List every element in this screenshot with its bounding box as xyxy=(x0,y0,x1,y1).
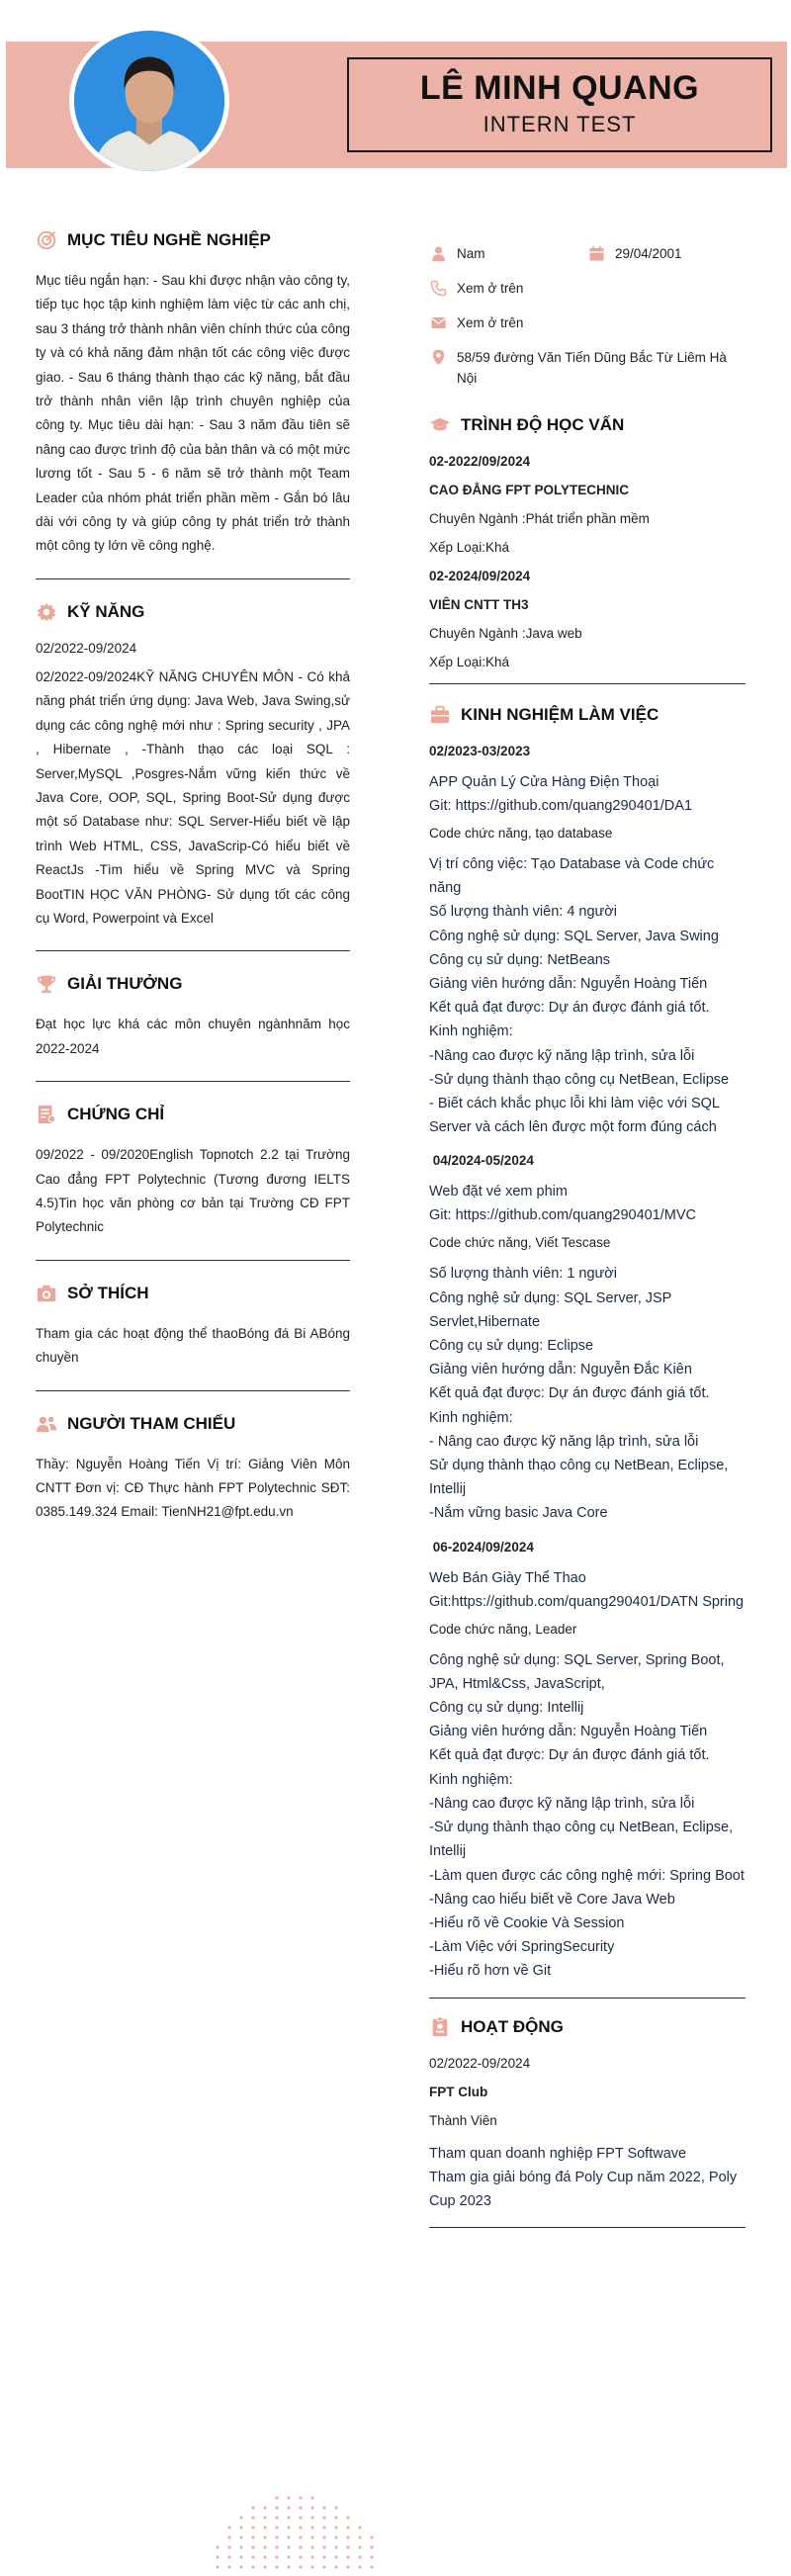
decor-dot xyxy=(239,2526,242,2529)
decor-dot xyxy=(370,2545,373,2548)
decor-dot xyxy=(263,2555,266,2558)
decor-dot xyxy=(287,2516,290,2519)
decor-dot xyxy=(358,2535,361,2538)
decor-dot xyxy=(358,2545,361,2548)
decor-dot xyxy=(275,2496,278,2499)
contact-gender: Nam xyxy=(429,243,587,264)
decor-dot xyxy=(227,2535,230,2538)
decor-dot xyxy=(299,2516,302,2519)
decor-dot xyxy=(239,2555,242,2558)
contact-email: Xem ở trên xyxy=(429,312,746,333)
divider xyxy=(36,1260,350,1261)
section-title: CHỨNG CHỈ xyxy=(36,1104,350,1125)
experience-section xyxy=(429,704,746,1984)
decor-dot xyxy=(275,2535,278,2538)
decor-dot xyxy=(370,2535,373,2538)
decor-dot xyxy=(346,2535,349,2538)
decor-dot xyxy=(346,2545,349,2548)
decor-dot xyxy=(322,2516,325,2519)
decor-dot xyxy=(310,2516,313,2519)
decor-dot xyxy=(251,2555,254,2558)
decor-dot xyxy=(287,2506,290,2509)
section-title: NGƯỜI THAM CHIẾU xyxy=(36,1413,350,1435)
decor-dot xyxy=(310,2506,313,2509)
decor-dot xyxy=(346,2555,349,2558)
location-pin-icon xyxy=(429,347,447,367)
references-text: Thầy: Nguyễn Hoàng Tiến Vị trí: Giảng Viên Môn CNTT Đơn vị: CĐ Thực hành FPT Polytechnic SĐT: 0385.149.324 Email: TienNH21@fpt.edu.vn xyxy=(36,1456,350,1520)
divider xyxy=(36,1081,350,1082)
right-column xyxy=(429,243,746,2228)
decor-dot xyxy=(322,2555,325,2558)
badge-icon xyxy=(429,2016,451,2038)
section-title: TRÌNH ĐỘ HỌC VẤN xyxy=(429,414,746,436)
contact-address: 58/59 đường Văn Tiến Dũng Bắc Từ Liêm Hà Nội xyxy=(429,347,746,389)
decor-dot xyxy=(299,2496,302,2499)
decor-dot xyxy=(322,2526,325,2529)
section-title: HOẠT ĐỘNG xyxy=(429,2016,746,2038)
decor-dot xyxy=(275,2516,278,2519)
decor-dot xyxy=(216,2545,219,2548)
certificates-text: 09/2022 - 09/2020English Topnotch 2.2 tại Trường Cao đẳng FPT Polytechnic (Tương đương IELTS 4.5)Tin học văn phòng cơ bản tại Trường CĐ FPT Polytechnic xyxy=(36,1147,350,1235)
decor-dot xyxy=(275,2555,278,2558)
decor-dot xyxy=(239,2565,242,2568)
contact-section xyxy=(429,243,746,389)
phone-icon xyxy=(429,278,447,298)
skills-section xyxy=(36,601,350,931)
divider xyxy=(429,683,746,684)
people-icon xyxy=(36,1413,57,1435)
gear-icon xyxy=(36,601,57,623)
person-icon xyxy=(429,243,447,263)
decor-dot xyxy=(275,2506,278,2509)
graduation-cap-icon xyxy=(429,414,451,436)
decor-dot xyxy=(310,2535,313,2538)
divider xyxy=(429,2227,746,2228)
decor-dot xyxy=(299,2545,302,2548)
left-column xyxy=(36,229,350,1525)
education-section xyxy=(429,414,746,669)
decor-dot xyxy=(370,2555,373,2558)
decor-dot xyxy=(322,2535,325,2538)
contact-phone: Xem ở trên xyxy=(429,278,746,299)
target-icon xyxy=(36,229,57,251)
decor-dot xyxy=(322,2506,325,2509)
activity-item: 02/2022-09/2024 FPT Club Thành Viên Tham quan doanh nghiệp FPT Softwave Tham gia giải bóng đá Poly Cup năm 2022, Poly Cup 2023 xyxy=(429,2055,738,2209)
decor-dot xyxy=(263,2535,266,2538)
hobbies-section xyxy=(36,1283,350,1371)
decor-dot xyxy=(358,2565,361,2568)
education-item: 02-2022/09/2024 CAO ĐẲNG FPT POLYTECHNIC Chuyên Ngành :Phát triển phần mềm Xếp Loại:Khá xyxy=(429,454,650,555)
decor-dot xyxy=(334,2516,337,2519)
section-title: KỸ NĂNG xyxy=(36,601,350,623)
decor-dot xyxy=(263,2516,266,2519)
divider xyxy=(36,578,350,579)
decor-dot xyxy=(227,2555,230,2558)
decor-dot xyxy=(370,2565,373,2568)
decor-dot xyxy=(287,2565,290,2568)
decor-dot xyxy=(263,2545,266,2548)
decor-dot xyxy=(251,2526,254,2529)
decor-dot xyxy=(299,2565,302,2568)
divider xyxy=(36,950,350,951)
decor-dot xyxy=(287,2526,290,2529)
decor-dot xyxy=(322,2565,325,2568)
calendar-icon xyxy=(587,243,605,263)
name-box xyxy=(347,57,772,152)
decor-dot xyxy=(334,2506,337,2509)
job-position: INTERN TEST xyxy=(483,112,637,136)
decor-dot xyxy=(287,2535,290,2538)
decor-dot xyxy=(334,2535,337,2538)
decor-dot xyxy=(346,2516,349,2519)
decor-dot xyxy=(287,2496,290,2499)
skills-text: 02/2022-09/2024KỸ NĂNG CHUYÊN MÔN - Có khả năng phát triển ứng dụng: Java Web, Java Swing,sử dụng các công nghệ mới như : Spring security , JPA , Hibernate , -Thành thạo các loại SQL : Server,MySQL ,Posgres-Nắm vững kiến thức về Java Core, OOP, SQL, Spring Boot-Sử dụng được một số Database như: SQL Server-Hiểu biết về lập trình Web HTML, CSS, JavaScrip-Có hiểu biết về ReactJs -Tìm hiểu về Spring MVC và Spring BootTIN HỌC VĂN PHÒNG- Sử dụng tốt các công cụ Word, Powerpoint và Excel xyxy=(36,668,350,926)
decor-dot xyxy=(358,2555,361,2558)
divider xyxy=(429,1998,746,1999)
decor-dot xyxy=(346,2565,349,2568)
decor-dot xyxy=(299,2526,302,2529)
decor-dot xyxy=(263,2506,266,2509)
decor-dot xyxy=(275,2526,278,2529)
decor-dot xyxy=(322,2545,325,2548)
decor-dot xyxy=(299,2506,302,2509)
objective-text: Mục tiêu ngắn hạn: - Sau khi được nhận vào công ty, tiếp tục học tập kinh nghiệm làm việc từ các anh chị, sau 3 tháng trở thành nhân viên chính thức của công ty và có khả năng đảm nhận tốt các công việc được giao. - Sau 6 tháng thành thạo các kỹ năng, bắt đầu trở thành nhân viên lập trình chuyên nghiệp của công ty. Mục tiêu dài hạn: - Sau 3 năm đầu tiên sẽ nâng cao được trình độ của bản thân và có một mức lương tốt - Sau 5 - 6 năm sẽ trở thành một Team Leader của nhóm phát triển phần mềm - Gắn bó lâu dài với công ty và giúp công ty phát triển trở thành một công ty lớn về công nghệ. xyxy=(36,273,350,554)
contact-birthdate: 29/04/2001 xyxy=(587,243,746,264)
certificates-section xyxy=(36,1104,350,1240)
profile-photo-icon xyxy=(74,31,224,171)
decor-dot xyxy=(275,2565,278,2568)
decor-dot xyxy=(334,2526,337,2529)
section-title: MỤC TIÊU NGHỀ NGHIỆP xyxy=(36,229,350,251)
decor-dot xyxy=(239,2535,242,2538)
contact-pair xyxy=(429,243,746,278)
section-title: KINH NGHIỆM LÀM VIỆC xyxy=(429,704,746,726)
decor-dot xyxy=(299,2535,302,2538)
references-section xyxy=(36,1413,350,1525)
decor-dot xyxy=(334,2545,337,2548)
experience-item: 04/2024-05/2024 Web đặt vé xem phim Git: https://github.com/quang290401/MVC Code chức năng, Viết Tescase Số lượng thành viên: 1 người Công nghệ sử dụng: SQL Server, JSP Servlet,Hibernate Công cụ sử dụng: Eclipse Giảng viên hướng dẫn: Nguyễn Đắc Kiên Kết quả đạt được: Dự án được đánh giá tốt. Kinh nghiệm: - Nâng cao được kỹ năng lập trình, sửa lỗi Sử dụng thành thạo công cụ NetBean, Eclipse, Intellij -Nắm vững basic Java Core xyxy=(429,1153,729,1522)
decor-dot xyxy=(299,2555,302,2558)
experience-item: 02/2023-03/2023 APP Quản Lý Cửa Hàng Điện Thoại Git: https://github.com/quang290401/DA1 Code chức năng, tạo database Vị trí công việc: Tạo Database và Code chức năng Số lượng thành viên: 4 người Công nghệ sử dụng: SQL Server, Java Swing Công cụ sử dụng: NetBeans Giảng viên hướng dẫn: Nguyễn Hoàng Tiến Kết quả đạt được: Dự án được đánh giá tốt. Kinh nghiệm: -Nâng cao được kỹ năng lập trình, sửa lỗi -Sử dụng thành thạo công cụ NetBean, Eclipse - Biết cách khắc phục lỗi khi làm việc với SQL Server và cách lên được một form đúng cách xyxy=(429,744,730,1136)
hobbies-text: Tham gia các hoạt động thể thaoBóng đá Bi ABóng chuyền xyxy=(36,1325,350,1366)
decor-dot xyxy=(216,2565,219,2568)
decor-dot xyxy=(239,2516,242,2519)
decor-dot xyxy=(287,2555,290,2558)
decor-dot xyxy=(227,2545,230,2548)
decor-dot xyxy=(263,2526,266,2529)
decor-dot xyxy=(310,2545,313,2548)
decor-dot xyxy=(310,2496,313,2499)
decor-dot xyxy=(310,2526,313,2529)
decorative-dots-icon xyxy=(208,2492,386,2576)
divider xyxy=(36,1390,350,1391)
briefcase-icon xyxy=(429,704,451,726)
decor-dot xyxy=(251,2516,254,2519)
education-item: 02-2024/09/2024 VIÊN CNTT TH3 Chuyên Ngành :Java web Xếp Loại:Khá xyxy=(429,569,582,669)
certificate-icon xyxy=(36,1104,57,1125)
section-title: GIẢI THƯỞNG xyxy=(36,973,350,995)
full-name: LÊ MINH QUANG xyxy=(419,69,700,107)
objective-section xyxy=(36,229,350,559)
experience-item: 06-2024/09/2024 Web Bán Giày Thể Thao Git:https://github.com/quang290401/DATN Spring Code chức năng, Leader Công nghệ sử dụng: SQL Server, Spring Boot, JPA, Html&Css, JavaScript, Công cụ sử dụng: Intellij Giảng viên hướng dẫn: Nguyễn Hoàng Tiến Kết quả đạt được: Dự án được đánh giá tốt. Kinh nghiệm: -Nâng cao được kỹ năng lập trình, sửa lỗi -Sử dụng thành thạo công cụ NetBean, Eclipse, Intellij -Làm quen được các công nghệ mới: Spring Boot -Nâng cao hiểu biết về Core Java Web -Hiểu rõ về Cookie Và Session -Làm Việc với SpringSecurity -Hiểu rõ hơn về Git xyxy=(429,1539,745,1980)
decor-dot xyxy=(310,2555,313,2558)
decor-dot xyxy=(346,2526,349,2529)
decor-dot xyxy=(251,2545,254,2548)
awards-section xyxy=(36,973,350,1061)
trophy-icon xyxy=(36,973,57,995)
decor-dot xyxy=(216,2555,219,2558)
decor-dot xyxy=(358,2526,361,2529)
decor-dot xyxy=(251,2565,254,2568)
activities-section xyxy=(429,2016,746,2214)
decor-dot xyxy=(227,2526,230,2529)
camera-icon xyxy=(36,1283,57,1304)
awards-text: Đạt học lực khá các môn chuyên ngànhnăm học 2022-2024 xyxy=(36,1017,350,1056)
decor-dot xyxy=(251,2535,254,2538)
avatar xyxy=(69,26,229,176)
skills-date: 02/2022-09/2024 xyxy=(36,640,137,656)
decor-dot xyxy=(334,2565,337,2568)
mail-icon xyxy=(429,312,447,332)
decor-dot xyxy=(227,2565,230,2568)
decor-dot xyxy=(310,2565,313,2568)
decor-dot xyxy=(239,2545,242,2548)
decor-dot xyxy=(275,2545,278,2548)
section-title: SỞ THÍCH xyxy=(36,1283,350,1304)
decor-dot xyxy=(251,2506,254,2509)
decor-dot xyxy=(263,2565,266,2568)
decor-dot xyxy=(334,2555,337,2558)
decor-dot xyxy=(287,2545,290,2548)
